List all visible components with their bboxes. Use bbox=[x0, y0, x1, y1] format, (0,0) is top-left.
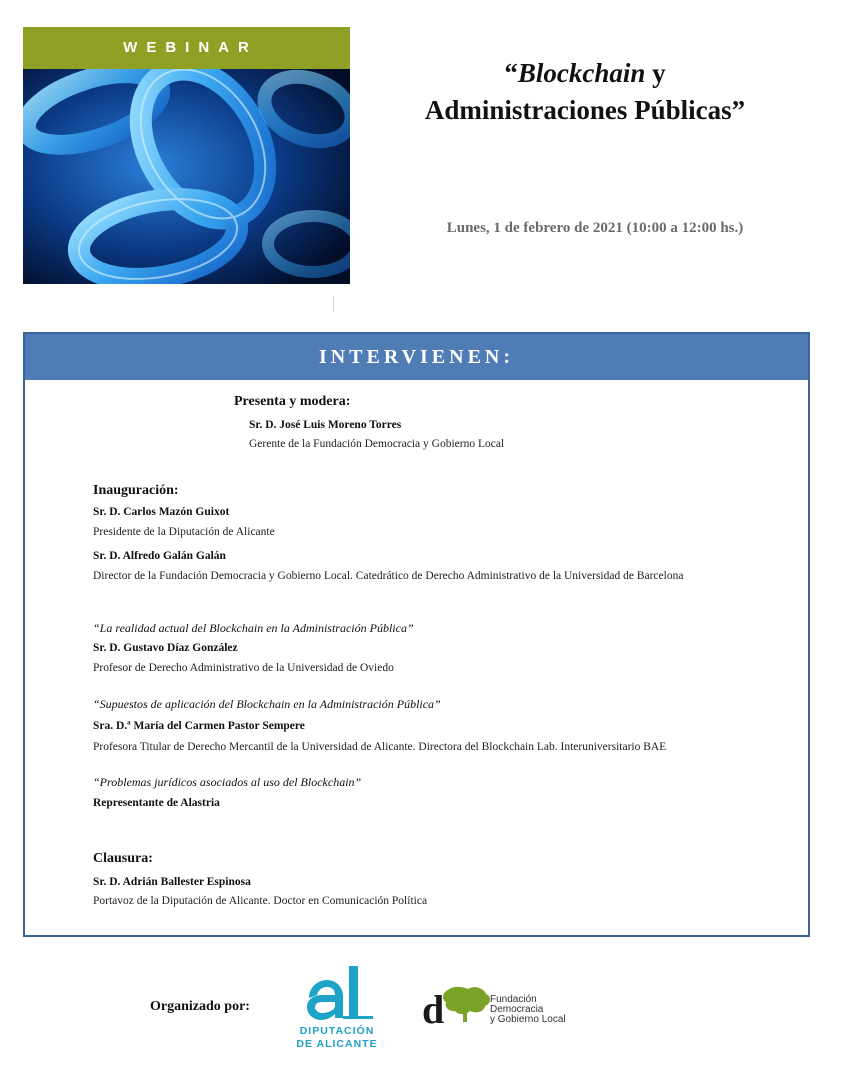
talk-2-speaker-role: Profesora Titular de Derecho Mercantil de la Universidad de Alicante. Directora del Blockchain Lab. Interuniversitario BAE bbox=[93, 741, 667, 753]
inauguration-speaker-2-role: Director de la Fundación Democracia y Gobierno Local. Catedrático de Derecho Administrativo de la Universidad de Barcelona bbox=[93, 570, 684, 582]
inauguration-speaker-2-name: Sr. D. Alfredo Galán Galán bbox=[93, 550, 226, 562]
title-open-quote: “ bbox=[504, 58, 518, 88]
closing-speaker-name: Sr. D. Adrián Ballester Espinosa bbox=[93, 876, 251, 888]
moderator-name: Sr. D. José Luis Moreno Torres bbox=[249, 419, 402, 431]
diputacion-line-1: DIPUTACIÓN bbox=[299, 1025, 375, 1037]
fundacion-line-2: Democracia bbox=[490, 1004, 544, 1015]
blockchain-chain-illustration bbox=[23, 69, 350, 284]
speakers-panel bbox=[23, 332, 810, 937]
webinar-title bbox=[380, 55, 790, 129]
fundacion-line-3: y Gobierno Local bbox=[490, 1014, 566, 1025]
moderator-section-title: Presenta y modera: bbox=[234, 394, 351, 409]
talk-1-speaker-role: Profesor de Derecho Administrativo de la Universidad de Oviedo bbox=[93, 662, 394, 674]
talk-2-speaker-name: Sra. D.ª María del Carmen Pastor Sempere bbox=[93, 720, 305, 732]
fundacion-line-1: Fundación bbox=[490, 994, 537, 1005]
divider-line bbox=[333, 296, 334, 312]
fundacion-name bbox=[490, 995, 566, 1025]
diputacion-name bbox=[293, 1025, 381, 1051]
title-italic-word: Blockchain bbox=[517, 58, 646, 88]
inauguration-section-title: Inauguración: bbox=[93, 483, 179, 498]
closing-speaker-role: Portavoz de la Diputación de Alicante. Doctor en Comunicación Política bbox=[93, 895, 428, 907]
talk-3-speaker-name: Representante de Alastria bbox=[93, 797, 220, 809]
inauguration-speaker-1-role: Presidente de la Diputación de Alicante bbox=[93, 526, 275, 538]
webinar-banner-image bbox=[23, 27, 350, 284]
title-line-2: Administraciones Públicas” bbox=[424, 95, 746, 125]
diputacion-line-2: DE ALICANTE bbox=[296, 1038, 378, 1050]
fundacion-democracia-logo-icon bbox=[422, 982, 492, 1027]
moderator-role: Gerente de la Fundación Democracia y Gobierno Local bbox=[249, 438, 505, 450]
talk-2-title: “Supuestos de aplicación del Blockchain en la Administración Pública” bbox=[93, 697, 441, 711]
title-rest: y bbox=[645, 58, 666, 88]
closing-section-title: Clausura: bbox=[93, 851, 153, 866]
svg-text:d: d bbox=[422, 987, 445, 1027]
event-date: Lunes, 1 de febrero de 2021 (10:00 a 12:00 hs.) bbox=[446, 220, 744, 236]
organized-by-label: Organizado por: bbox=[150, 999, 250, 1014]
inauguration-speaker-1-name: Sr. D. Carlos Mazón Guixot bbox=[93, 506, 230, 518]
webinar-badge: WEBINAR bbox=[23, 27, 350, 69]
talk-3-title: “Problemas jurídicos asociados al uso del Blockchain” bbox=[93, 775, 362, 789]
talk-1-title: “La realidad actual del Blockchain en la Administración Pública” bbox=[93, 621, 414, 635]
panel-heading: INTERVIENEN: bbox=[25, 334, 808, 380]
talk-1-speaker-name: Sr. D. Gustavo Díaz González bbox=[93, 642, 238, 654]
